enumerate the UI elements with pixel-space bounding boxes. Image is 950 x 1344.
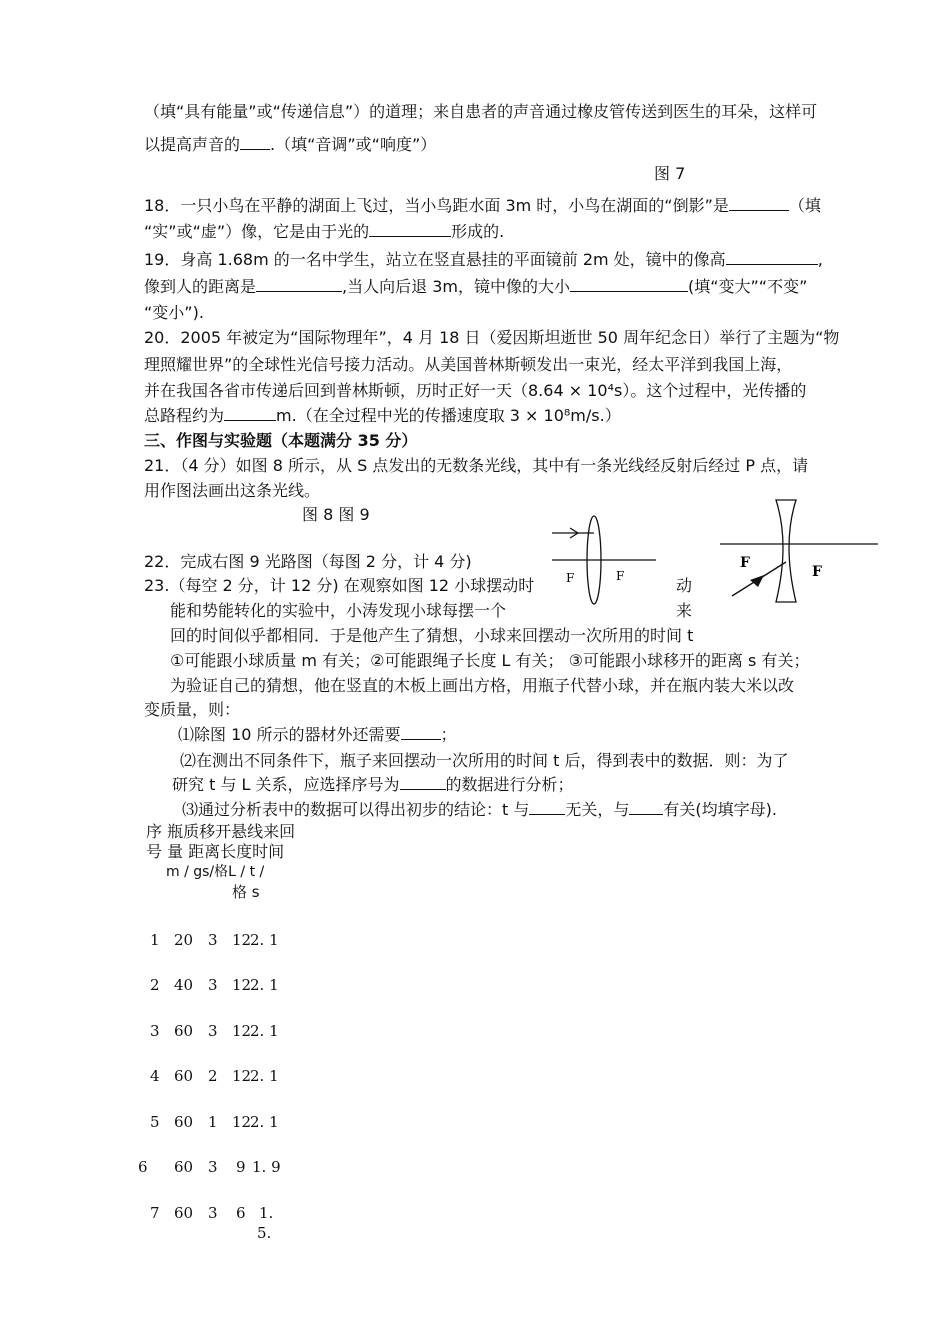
focus-label: F (616, 569, 625, 583)
convex-lens-diagram (548, 512, 660, 614)
q23-line4: ①可能跟小球质量 m 有关；②可能跟绳子长度 L 有关； ③可能跟小球移开的距离 s 有关； (170, 651, 810, 670)
q17-line2-b: .（填“音调”或“响度”） (270, 135, 437, 154)
cell-mass: 60 (174, 1204, 194, 1222)
table-header-row-4: 格 s (232, 883, 260, 901)
q18-line2-b: 形成的. (451, 222, 505, 241)
answer-blank[interactable] (401, 725, 441, 740)
q23-sub2-c: 的数据进行分析； (445, 775, 574, 794)
cell-time: 2. 1 (250, 1022, 279, 1040)
q23-sub1-a: ⑴除图 10 所示的器材外还需要 (178, 725, 401, 744)
cell-distance: 2 (208, 1067, 218, 1085)
q20-line1: 20．2005 年被定为“国际物理年”，4 月 18 日（爱因斯坦逝世 50 周年纪念日）举行了主题为“物 (144, 328, 840, 347)
cell-mass: 60 (174, 1158, 194, 1176)
q18-line1-b: （填 (788, 196, 821, 215)
q20-line3: 并在我国各省市传递后回到普林斯顿，历时正好一天（8.64 × 10⁴s）。这个过程中，光传播的 (144, 381, 807, 400)
cell-distance: 1 (208, 1113, 218, 1131)
cell-index: 2 (150, 976, 160, 994)
q23-sub2-line2 (172, 775, 574, 795)
q19-line1-b: , (817, 250, 823, 269)
q19-line2 (144, 277, 807, 297)
section-3-title: 三、作图与实验题（本题满分 35 分） (144, 431, 418, 450)
q20-line4-b: m.（在全过程中光的传播速度取 3 × 10⁸m/s.） (276, 406, 621, 425)
cell-time: 1. (259, 1204, 274, 1222)
q23-line1: 23.（每空 2 分，计 12 分) 在观察如图 12 小球摆动时 (144, 576, 535, 595)
table-header-row-1: 序 瓶质移开悬线来回 (146, 822, 296, 841)
q23-sub2-b: 研究 t 与 L 关系，应选择序号为 (172, 775, 400, 794)
cell-index: 5 (150, 1113, 160, 1131)
q23-line2-right: 来 (676, 601, 693, 620)
cell-mass: 40 (174, 976, 194, 994)
q18-line2-a: “实”或“虚”）像，它是由于光的 (144, 222, 370, 241)
cell-mass: 60 (174, 1113, 194, 1131)
answer-blank[interactable] (629, 800, 663, 815)
q19-line2-b: ,当人向后退 3m，镜中像的大小 (342, 277, 570, 296)
q18-line1-a: 18．一只小鸟在平静的湖面上飞过，当小鸟距水面 3m 时，小鸟在湖面的“倒影”是 (144, 196, 729, 215)
answer-blank[interactable] (256, 277, 342, 292)
q17-line2-a: 以提高声音的 (144, 135, 241, 154)
cell-index: 6 (138, 1158, 148, 1176)
q23-sub3-b: 无关，与 (565, 800, 630, 819)
q23-sub3-a: ⑶通过分析表中的数据可以得出初步的结论：t 与 (182, 800, 530, 819)
q19-line1 (144, 250, 823, 270)
q19-line2-c: (填“变大”“不变” (687, 277, 808, 296)
figure-8-9-label: 图 8 图 9 (302, 505, 370, 524)
q20-line4-a: 总路程约为 (144, 406, 225, 425)
cell-length: 6 (236, 1204, 246, 1222)
q20-line4 (144, 406, 621, 426)
answer-blank[interactable] (570, 277, 688, 292)
q18-line1 (144, 196, 821, 216)
q19-line1-a: 19．身高 1.68m 的一名中学生，站立在竖直悬挂的平面镜前 2m 处，镜中的像高 (144, 250, 726, 269)
q23-line2: 能和势能转化的实验中，小涛发现小球每摆一个 (170, 601, 507, 620)
cell-length: 12 (232, 1067, 252, 1085)
cell-distance: 3 (208, 1022, 218, 1040)
answer-blank[interactable] (729, 196, 789, 211)
cell-distance: 3 (208, 1158, 218, 1176)
q23-sub1-b: ； (440, 725, 457, 744)
q23-sub3-c: 有关(均填字母). (663, 800, 777, 819)
cell-distance: 3 (208, 976, 218, 994)
answer-blank[interactable] (400, 775, 446, 790)
cell-time-continued: 5. (257, 1224, 272, 1242)
focus-label: F (566, 571, 575, 585)
answer-blank[interactable] (369, 222, 451, 237)
table-header-row-3: m / gs/格L / t / (166, 864, 265, 880)
answer-blank[interactable] (529, 800, 565, 815)
cell-time: 2. 1 (250, 1113, 279, 1131)
q23-sub1 (178, 725, 457, 745)
cell-index: 7 (150, 1204, 160, 1222)
cell-length: 12 (232, 1022, 252, 1040)
answer-blank[interactable] (726, 250, 818, 265)
cell-index: 3 (150, 1022, 160, 1040)
cell-index: 1 (150, 931, 160, 949)
cell-time: 2. 1 (250, 976, 279, 994)
q22-line1: 22．完成右图 9 光路图（每图 2 分，计 4 分) (144, 552, 472, 571)
q21-line1: 21．（4 分）如图 8 所示，从 S 点发出的无数条光线，其中有一条光线经反射后经过 P 点，请 (144, 456, 809, 475)
q23-line5: 为验证自己的猜想，他在竖直的木板上画出方格，用瓶子代替小球，并在瓶内装大米以改 (170, 676, 795, 695)
q19-line3: “变小”). (144, 303, 204, 322)
focus-label: F (740, 555, 750, 571)
concave-lens (776, 500, 796, 602)
answer-blank[interactable] (224, 406, 276, 421)
concave-lens-diagram (720, 494, 880, 608)
q23-sub2-line1: ⑵在测出不同条件下，瓶子来回摆动一次所用的时间 t 后，得到表中的数据．则：为了 (180, 751, 789, 770)
focus-label: F (812, 564, 822, 580)
cell-mass: 20 (174, 931, 194, 949)
q20-line2: 理照耀世界”的全球性光信号接力活动。从美国普林斯顿发出一束光，经太平洋到我国上海， (144, 355, 793, 374)
cell-distance: 3 (208, 1204, 218, 1222)
q17-line1: （填“具有能量”或“传递信息”）的道理；来自患者的声音通过橡皮管传送到医生的耳朵，这样可 (144, 102, 818, 121)
q23-line6: 变质量，则： (144, 700, 241, 719)
cell-mass: 60 (174, 1022, 194, 1040)
cell-mass: 60 (174, 1067, 194, 1085)
q18-line2 (144, 222, 504, 242)
cell-length: 12 (232, 931, 252, 949)
answer-blank[interactable] (240, 135, 270, 150)
cell-length: 12 (232, 976, 252, 994)
cell-time: 1. 9 (252, 1158, 281, 1176)
cell-index: 4 (150, 1067, 160, 1085)
figure-7-label: 图 7 (654, 164, 686, 183)
cell-length: 9 (236, 1158, 246, 1176)
q23-sub3 (182, 800, 777, 820)
q23-line1-right: 动 (676, 576, 693, 595)
q17-line2 (144, 135, 436, 155)
ray-arrow-icon (750, 575, 764, 587)
cell-time: 2. 1 (250, 931, 279, 949)
cell-length: 12 (232, 1113, 252, 1131)
table-header-row-2: 号 量 距离长度时间 (146, 842, 285, 861)
cell-distance: 3 (208, 931, 218, 949)
q19-line2-a: 像到人的距离是 (144, 277, 257, 296)
q23-line3: 回的时间似乎都相同．于是他产生了猜想，小球来回摆动一次所用的时间 t (170, 626, 694, 645)
q21-line2: 用作图法画出这条光线。 (144, 481, 321, 500)
cell-time: 2. 1 (250, 1067, 279, 1085)
